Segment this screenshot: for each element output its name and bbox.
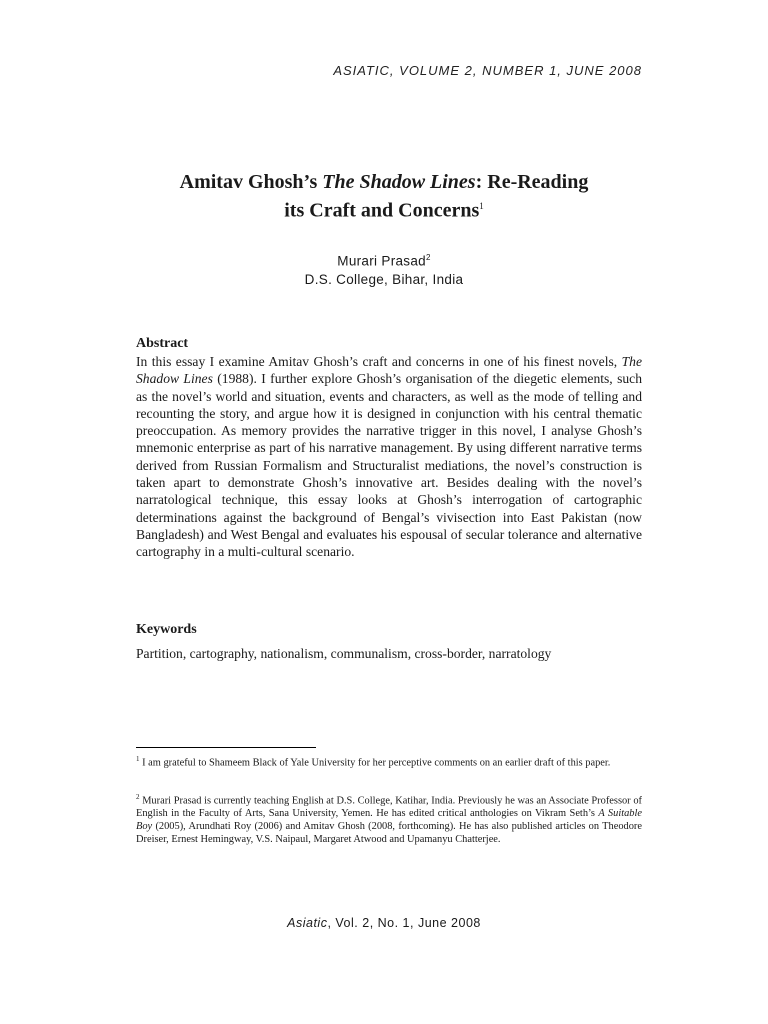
keywords-heading: Keywords <box>136 622 197 637</box>
footnote-1 <box>136 753 642 769</box>
footnote-ref-1[interactable]: 1 <box>479 201 484 211</box>
article-title <box>0 170 768 223</box>
author-affiliation: D.S. College, Bihar, India <box>304 271 464 287</box>
abstract-text <box>136 353 642 561</box>
footnote-2 <box>136 791 642 846</box>
title-line-1 <box>0 170 768 194</box>
footnote-ref-2[interactable]: 2 <box>425 253 431 262</box>
footnote-2-book-title: A Suitable Boy <box>136 808 642 833</box>
running-foot <box>0 916 768 930</box>
title-line-2 <box>0 194 768 223</box>
footnote-2-number: 2 <box>136 793 140 801</box>
author-name: Murari Prasad <box>337 253 426 269</box>
abstract-text-rest: (1988). I further explore Ghosh’s organisation of the diegetic elements, such as the novel’s world and situation, events and characters, as well as the mode of telling and recounting the story, and argue how it is designed in conjunction with his central thematic preoccupation. As memory provides the narrative trigger in this novel, I analyse Ghosh’s mnemonic enterprise as part of his narrative management. By using different narrative terms derived from Russian Formalism and Structuralist mediations, the novel’s construction is taken apart to demonstrate Ghosh’s innovative art. Besides dealing with the novel’s narratological technique, this essay looks at Ghosh’s interrogation of cartographic determinations against the background of Bengal’s vivisection into East Pakistan (now Bangladesh) and West Bengal and evaluates his espousal of secular tolerance and alternative cartography in a multi-cultural scenario. <box>136 371 642 560</box>
abstract-heading: Abstract <box>136 336 189 351</box>
footnote-divider <box>136 747 316 748</box>
running-head: ASIATIC, VOLUME 2, NUMBER 1, JUNE 2008 <box>333 63 642 78</box>
issue-info: , Vol. 2, No. 1, June 2008 <box>327 916 481 930</box>
title-novel-name: The Shadow Lines <box>322 171 476 193</box>
title-text-end: : Re-Reading <box>475 171 589 193</box>
journal-name: Asiatic <box>287 916 328 930</box>
abstract-text-start: In this essay I examine Amitav Ghosh’s craft and concerns in one of his finest novels, <box>136 354 622 369</box>
title-text-2: its Craft and Concerns <box>284 199 480 222</box>
footnote-2-text-end: (2005), Arundhati Roy (2006) and Amitav Ghosh (2008, forthcoming). He has also published articles on Theodore Dreiser, Ernest Hemingway, V.S. Naipaul, Margaret Atwood and Upamanyu Chatterjee. <box>136 821 642 846</box>
footnote-1-text: I am grateful to Shameem Black of Yale University for her perceptive comments on an earlier draft of this paper. <box>139 757 611 769</box>
author-name-line <box>0 249 768 271</box>
keywords-text: Partition, cartography, nationalism, communalism, cross-border, narratology <box>136 646 552 661</box>
footnote-2-text: Murari Prasad is currently teaching English at D.S. College, Katihar, India. Previously he was an Associate Professor of English in the Faculty of Arts, Sana University, Yemen. He has edited critical anthologies on Vikram Seth’s <box>136 795 642 820</box>
title-text: Amitav Ghosh’s <box>179 171 323 193</box>
abstract-novel-name: The Shadow Lines <box>136 354 642 387</box>
author-block <box>0 249 768 289</box>
footnote-1-number: 1 <box>136 755 140 763</box>
